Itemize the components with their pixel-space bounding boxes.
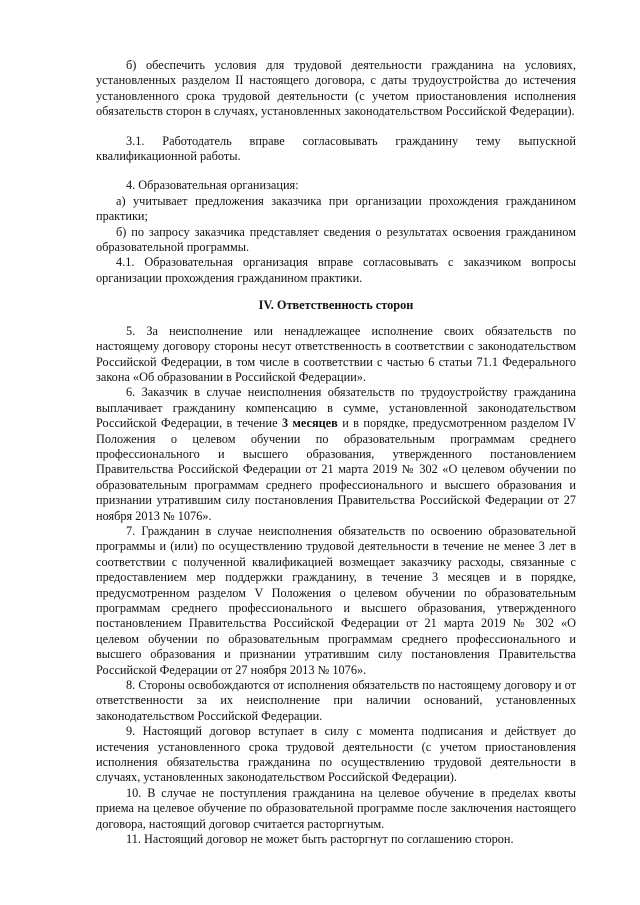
paragraph-7: 7. Гражданин в случае неисполнения обязательств по освоению образовательной программы и (или) по осуществлению трудовой деятельности в течение не менее 3 лет в соответствии с полученной квалификацией возмещает заказчику расходы, связанные с предоставлением мер поддержки гражданину, в течение 3 месяцев и в порядке, предусмотренном разделом V Положения о целевом обучении по образовательным программам среднего профессионального и высшего образования, утвержденного постановлением Правительства Российской Федерации от 21 марта 2019 № 302 «О целевом обучении по образовательным программам среднего профессионального и высшего образования и признании утратившим силу постановления Правительства Российской Федерации от 27 ноября 2013 № 1076». — [96, 523, 576, 677]
paragraph-5: 5. За неисполнение или ненадлежащее исполнение своих обязательств по настоящему договору стороны несут ответственность в соответствии с законодательством Российской Федерации, в том числе в соответствии с частью 6 статьи 71.1 Федерального закона «Об образовании в Российской Федерации». — [96, 323, 576, 384]
paragraph-6-text-a: 6. Заказчик в случае неисполнения обязательств по трудоустройству гражданина выплачивает гражданину компенсацию в сумме, установленной законодательством Российской Федерации, в течение — [96, 385, 576, 431]
paragraph-6-bold: 3 месяцев — [281, 416, 338, 431]
paragraph-9: 9. Настоящий договор вступает в силу с момента подписания и действует до истечения установленного срока трудовой деятельности (с учетом приостановления исполнения обязательства гражданина по осуществлению трудовой деятельности в случаях, установленных законодательством Российской Федерации). — [96, 724, 576, 785]
paragraph-6-text-b: и в порядке, предусмотренном разделом IV Положения о целевом обучении по образовательным программам среднего профессионального и высшего образования, утвержденного постановлением Правительства Российской Федерации от 21 марта 2019 № 302 «О целевом обучении по образовательным программам среднего профессионального и высшего образования и признании утратившим силу постановления Правительства Российской Федерации от 27 ноября 2013 № 1076». — [96, 416, 576, 523]
paragraph-4a: а) учитывает предложения заказчика при организации прохождения гражданином практики; — [96, 193, 576, 224]
paragraph-8: 8. Стороны освобождаются от исполнения обязательств по настоящему договору и от ответственности за их неисполнение при наличии оснований, установленных законодательством Российской Федерации. — [96, 678, 576, 723]
paragraph-4: 4. Образовательная организация: — [126, 178, 299, 193]
document-body — [96, 58, 576, 848]
section-heading: IV. Ответственность сторон — [258, 298, 414, 313]
paragraph-4b: б) по запросу заказчика представляет сведения о результатах освоения гражданином образовательной программы. — [96, 224, 576, 255]
paragraph-4-1: 4.1. Образовательная организация вправе согласовывать с заказчиком вопросы организации прохождения гражданином практики. — [96, 255, 576, 285]
paragraph-3-1: 3.1. Работодатель вправе согласовывать гражданину тему выпускной квалификационной работы. — [96, 133, 576, 164]
paragraph-10: 10. В случае не поступления гражданина на целевое обучение в пределах квоты приема на целевое обучение по образовательной программе после заключения настоящего договора, настоящий договор считается расторгнутым. — [96, 785, 576, 831]
paragraph-3b: б) обеспечить условия для трудовой деятельности гражданина на условиях, установленных разделом II настоящего договора, с даты трудоустройства до истечения установленного срока трудовой деятельности (с учетом приостановления исполнения обязательств сторон в случаях, установленных законодательством Российской Федерации). — [96, 58, 576, 119]
paragraph-11: 11. Настоящий договор не может быть расторгнут по соглашению сторон. — [126, 832, 514, 847]
paragraph-6 — [96, 385, 576, 524]
